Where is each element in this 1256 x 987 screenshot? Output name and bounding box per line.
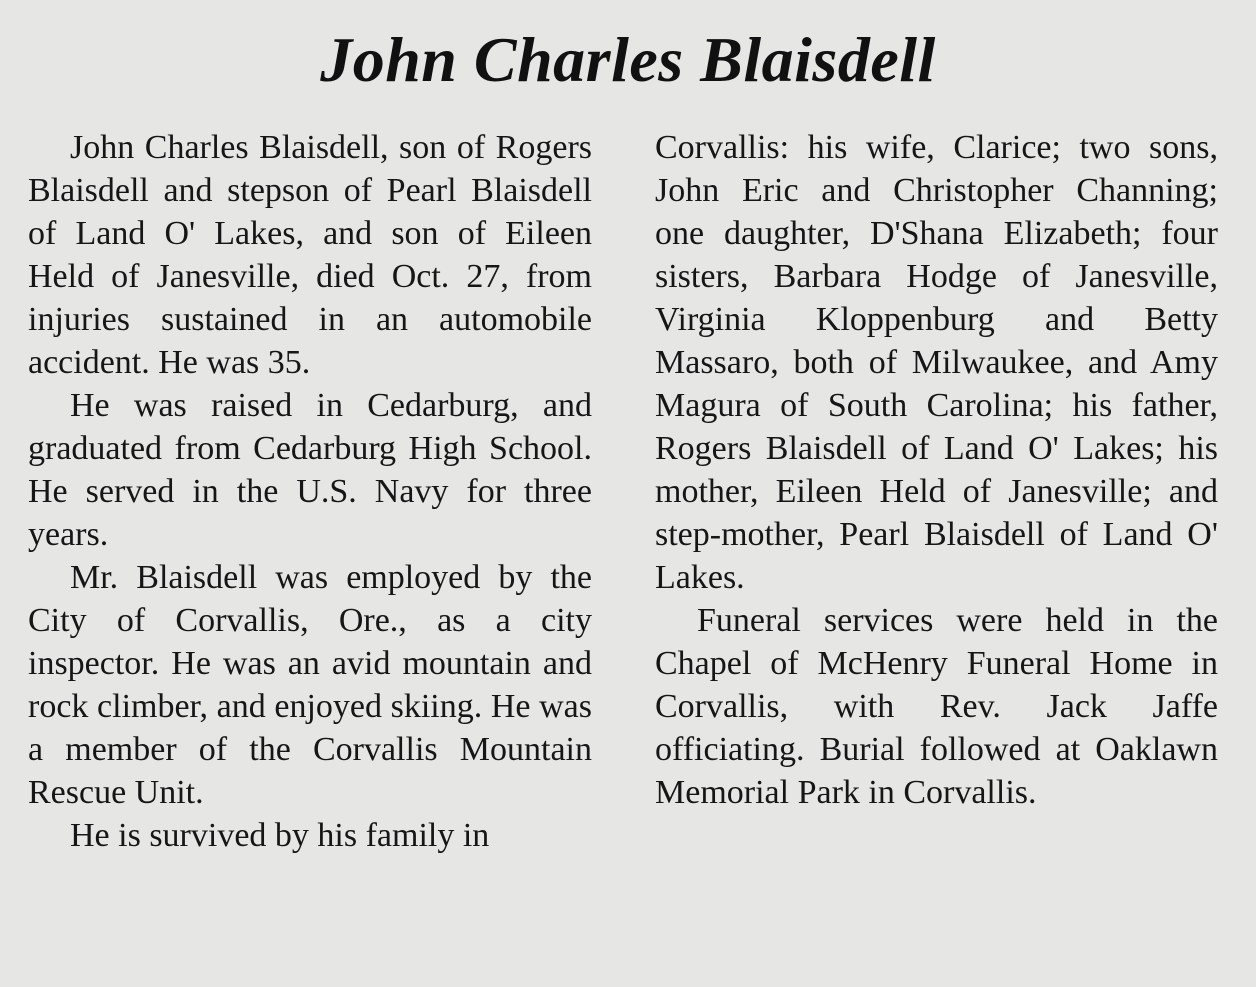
- paragraph-early-life: He was raised in Cedarburg, and graduated from Cedarburg High School. He served in the U.S. Navy for three years.: [28, 387, 592, 553]
- left-column: [28, 126, 592, 857]
- right-column: [655, 126, 1218, 814]
- paragraph-funeral: Funeral services were held in the Chapel of McHenry Funeral Home in Corvallis, with Rev. Jack Jaffe officiating. Burial followed at Oaklawn Memorial Park in Corvallis.: [655, 602, 1218, 811]
- paragraph-survivors-start: He is survived by his family in: [70, 817, 490, 854]
- paragraph-survivors-continued: Corvallis: his wife, Clarice; two sons, John Eric and Christopher Channing; one daughter, D'Shana Elizabeth; four sisters, Barbara Hodge of Janesville, Virginia Kloppenburg and Betty Massaro, both of Milwaukee, and Amy Magura of South Carolina; his father, Rogers Blaisdell of Land O' Lakes; his mother, Eileen Held of Janesville; and step-mother, Pearl Blaisdell of Land O' Lakes.: [655, 129, 1218, 596]
- paragraph-career: Mr. Blaisdell was employed by the City of Corvallis, Ore., as a city inspector. He was an avid mountain and rock climber, and enjoyed skiing. He was a member of the Corvallis Mountain Rescue Unit.: [28, 559, 592, 811]
- headline: John Charles Blaisdell: [320, 24, 936, 95]
- paragraph-intro: John Charles Blaisdell, son of Rogers Blaisdell and stepson of Pearl Blaisdell of Land O' Lakes, and son of Eileen Held of Janesville, died Oct. 27, from injuries sustained in an automobile accident. He was 35.: [28, 129, 592, 381]
